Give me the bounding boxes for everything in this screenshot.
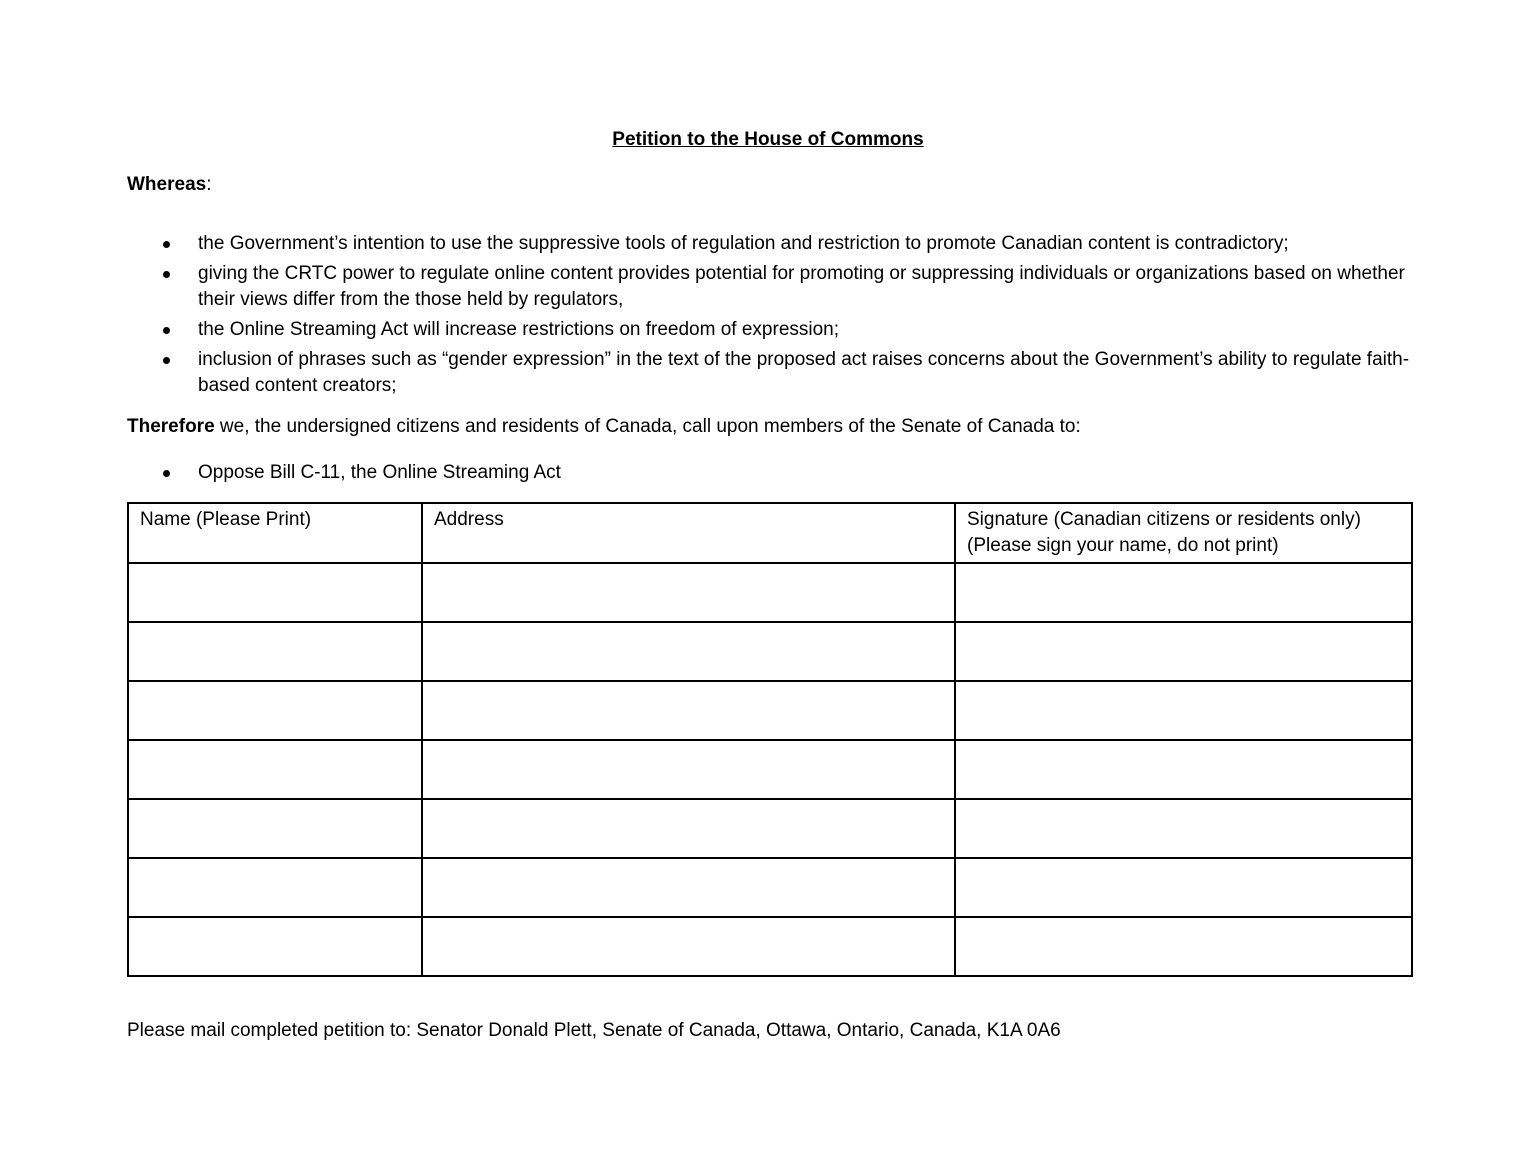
address-cell[interactable] <box>422 799 955 858</box>
whereas-list <box>127 231 1417 403</box>
address-cell[interactable] <box>422 740 955 799</box>
table-row <box>128 858 1412 917</box>
table-header-row <box>128 503 1412 563</box>
request-list <box>127 460 1417 486</box>
bullet-icon <box>163 241 170 248</box>
name-cell[interactable] <box>128 681 422 740</box>
table-row <box>128 740 1412 799</box>
signature-cell[interactable] <box>955 563 1412 622</box>
whereas-point: giving the CRTC power to regulate online content provides potential for promoting or suppressing individuals or organizations based on whether their views differ from the those held by regulators, <box>198 263 1405 310</box>
therefore-text: we, the undersigned citizens and residents of Canada, call upon members of the Senate of Canada to: <box>214 416 1081 437</box>
signature-cell[interactable] <box>955 740 1412 799</box>
mailing-instructions: Please mail completed petition to: Senator Donald Plett, Senate of Canada, Ottawa, Ontario, Canada, K1A 0A6 <box>127 1020 1061 1041</box>
bullet-icon <box>163 271 170 278</box>
table-row <box>128 917 1412 976</box>
address-cell[interactable] <box>422 858 955 917</box>
name-cell[interactable] <box>128 917 422 976</box>
signature-cell[interactable] <box>955 858 1412 917</box>
name-column-header: Name (Please Print) <box>128 503 422 563</box>
name-cell[interactable] <box>128 622 422 681</box>
table-row <box>128 799 1412 858</box>
address-cell[interactable] <box>422 681 955 740</box>
list-item <box>127 347 1417 399</box>
list-item <box>127 261 1417 313</box>
bullet-icon <box>163 357 170 364</box>
table-row <box>128 563 1412 622</box>
request-item: Oppose Bill C-11, the Online Streaming Act <box>198 462 561 483</box>
signature-header-line2: (Please sign your name, do not print) <box>967 535 1279 556</box>
whereas-point: the Online Streaming Act will increase restrictions on freedom of expression; <box>198 319 840 340</box>
whereas-point: inclusion of phrases such as “gender expression” in the text of the proposed act raises concerns about the Government’s ability to regulate faith-based content creators; <box>198 349 1410 396</box>
therefore-label: Therefore <box>127 416 215 437</box>
whereas-point: the Government’s intention to use the suppressive tools of regulation and restriction to promote Canadian content is contradictory; <box>198 233 1289 254</box>
signature-column-header <box>955 503 1412 563</box>
table-row <box>128 681 1412 740</box>
address-column-header: Address <box>422 503 955 563</box>
name-cell[interactable] <box>128 563 422 622</box>
whereas-heading <box>127 172 211 198</box>
therefore-paragraph <box>127 414 1081 440</box>
list-item <box>127 231 1417 257</box>
signature-cell[interactable] <box>955 622 1412 681</box>
signature-header-line1: Signature (Canadian citizens or residents only) <box>967 509 1361 530</box>
signature-cell[interactable] <box>955 799 1412 858</box>
bullet-icon <box>163 470 170 477</box>
list-item <box>127 317 1417 343</box>
address-cell[interactable] <box>422 622 955 681</box>
address-cell[interactable] <box>422 563 955 622</box>
address-cell[interactable] <box>422 917 955 976</box>
whereas-label: Whereas <box>127 174 207 195</box>
signature-table <box>127 502 1413 977</box>
signature-cell[interactable] <box>955 681 1412 740</box>
whereas-colon: : <box>206 174 212 195</box>
name-cell[interactable] <box>128 799 422 858</box>
bullet-icon <box>163 327 170 334</box>
signature-cell[interactable] <box>955 917 1412 976</box>
page-title: Petition to the House of Commons <box>612 129 924 150</box>
table-row <box>128 622 1412 681</box>
name-cell[interactable] <box>128 740 422 799</box>
name-cell[interactable] <box>128 858 422 917</box>
list-item <box>127 460 1417 486</box>
